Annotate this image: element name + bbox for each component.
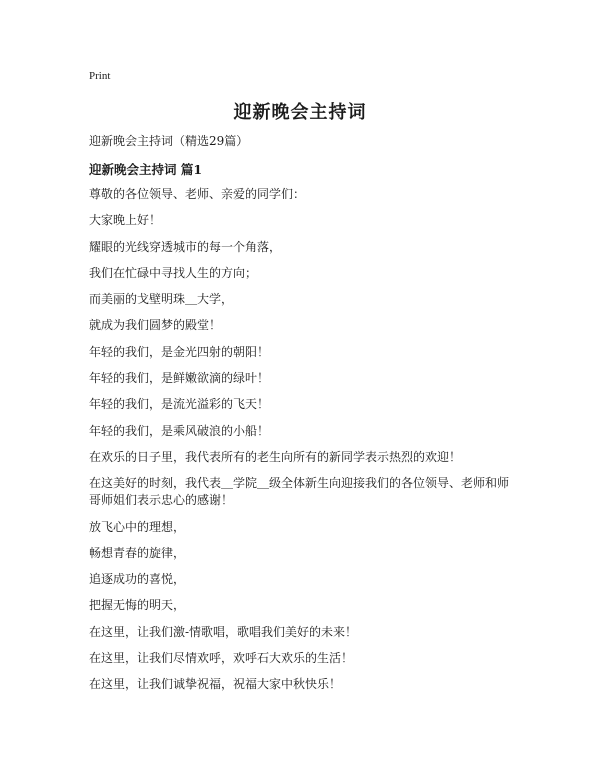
speech-line: 年轻的我们，是流光溢彩的飞天！ bbox=[89, 397, 270, 412]
document-title: 迎新晚会主持词 bbox=[233, 102, 367, 123]
document-subtitle: 迎新晚会主持词（精选29篇） bbox=[89, 134, 249, 148]
speech-line: 放飞心中的理想， bbox=[89, 519, 186, 534]
speech-line: 在这里，让我们诚挚祝福，祝福大家中秋快乐！ bbox=[89, 677, 342, 692]
speech-line: 就成为我们圆梦的殿堂！ bbox=[89, 318, 222, 333]
speech-lines bbox=[89, 186, 519, 703]
section-heading: 迎新晚会主持词 篇1 bbox=[89, 162, 203, 177]
speech-line: 大家晚上好！ bbox=[89, 213, 162, 228]
speech-line: 在这美好的时刻，我代表＿学院＿级全体新生向迎接我们的各位领导、老师和师哥师姐们表示忠心的感谢！ bbox=[89, 476, 510, 508]
speech-line: 尊敬的各位领导、老师、亲爱的同学们： bbox=[89, 187, 306, 201]
speech-line: 我们在忙碌中寻找人生的方向； bbox=[89, 265, 258, 280]
print-label: Print bbox=[89, 70, 111, 82]
speech-line: 耀眼的光线穿透城市的每一个角落， bbox=[89, 239, 282, 254]
speech-line: 而美丽的戈壁明珠＿大学， bbox=[89, 292, 234, 307]
speech-line: 在这里，让我们激-情歌唱，歌唱我们美好的未来！ bbox=[89, 624, 358, 639]
speech-line: 畅想青春的旋律， bbox=[89, 545, 186, 560]
speech-line: 追逐成功的喜悦， bbox=[89, 572, 186, 587]
speech-line: 在欢乐的日子里，我代表所有的老生向所有的新同学表示热烈的欢迎！ bbox=[89, 449, 462, 464]
speech-line: 把握无悔的明天， bbox=[89, 598, 186, 613]
speech-line: 在这里，让我们尽情欢呼，欢呼石大欢乐的生活！ bbox=[89, 651, 354, 666]
speech-line: 年轻的我们，是鲜嫩欲滴的绿叶！ bbox=[89, 371, 270, 386]
speech-line: 年轻的我们，是乘风破浪的小船！ bbox=[89, 423, 270, 438]
speech-line: 年轻的我们，是金光四射的朝阳！ bbox=[89, 344, 270, 359]
